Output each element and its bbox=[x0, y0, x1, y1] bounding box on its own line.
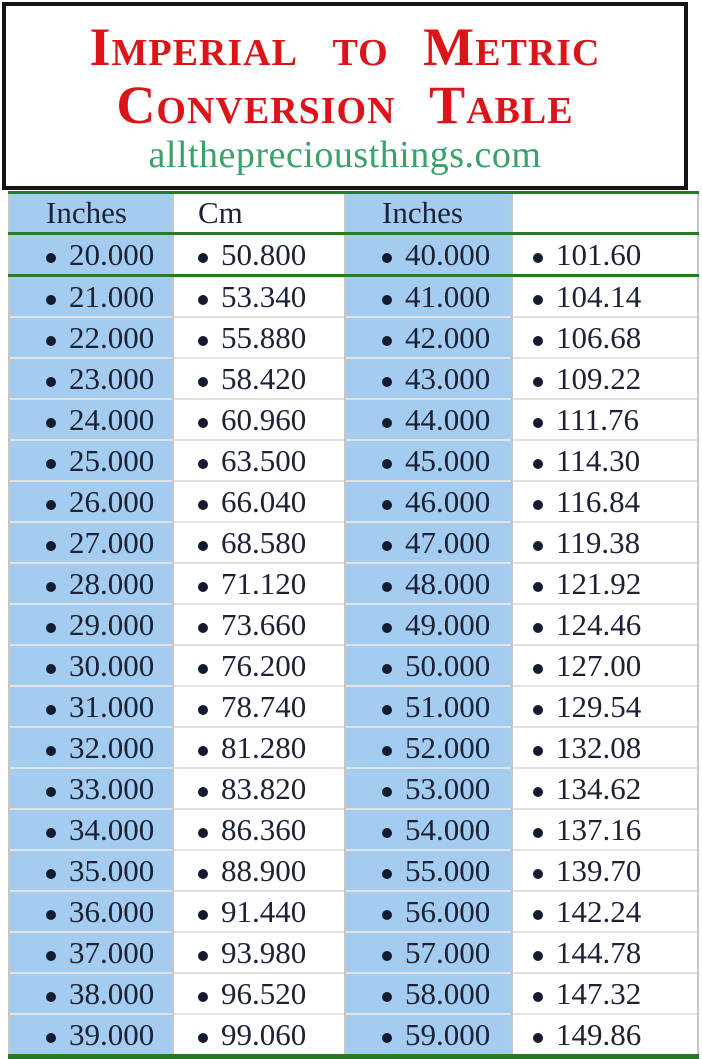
inches-value: 36.000 bbox=[46, 894, 154, 929]
cm-cell bbox=[512, 440, 698, 481]
inches-value: 42.000 bbox=[382, 320, 490, 355]
cm-value: 50.800 bbox=[198, 237, 306, 272]
inches-cell bbox=[9, 891, 173, 932]
cm-cell bbox=[173, 563, 345, 604]
cm-value: 96.520 bbox=[198, 976, 306, 1011]
cm-value: 134.62 bbox=[533, 771, 641, 806]
cm-value: 76.200 bbox=[198, 648, 306, 683]
cm-value: 139.70 bbox=[533, 853, 641, 888]
table-row bbox=[9, 234, 698, 276]
cm-value: 106.68 bbox=[533, 320, 641, 355]
cm-cell bbox=[512, 481, 698, 522]
table-row bbox=[9, 932, 698, 973]
cm-value: 93.980 bbox=[198, 935, 306, 970]
inches-value: 27.000 bbox=[46, 525, 154, 560]
cm-value: 63.500 bbox=[198, 443, 306, 478]
inches-cell bbox=[9, 809, 173, 850]
inches-cell bbox=[345, 234, 512, 276]
cm-cell bbox=[512, 686, 698, 727]
inches-value: 51.000 bbox=[382, 689, 490, 724]
inches-value: 21.000 bbox=[46, 279, 154, 314]
cm-cell bbox=[173, 932, 345, 973]
inches-cell bbox=[345, 973, 512, 1014]
inches-value: 44.000 bbox=[382, 402, 490, 437]
inches-cell bbox=[345, 440, 512, 481]
cm-cell bbox=[173, 604, 345, 645]
table-row bbox=[9, 522, 698, 563]
cm-cell bbox=[173, 522, 345, 563]
table-row bbox=[9, 358, 698, 399]
inches-cell bbox=[9, 645, 173, 686]
table-row bbox=[9, 645, 698, 686]
inches-value: 45.000 bbox=[382, 443, 490, 478]
table-row bbox=[9, 604, 698, 645]
inches-cell bbox=[9, 932, 173, 973]
cm-cell bbox=[173, 440, 345, 481]
inches-cell bbox=[9, 727, 173, 768]
inches-cell bbox=[9, 317, 173, 358]
page-title-line1: Imperial to Metric bbox=[89, 17, 601, 77]
inches-value: 49.000 bbox=[382, 607, 490, 642]
cm-cell bbox=[512, 768, 698, 809]
inches-cell bbox=[9, 234, 173, 276]
cm-cell bbox=[512, 932, 698, 973]
inches-cell bbox=[9, 1014, 173, 1057]
table-row bbox=[9, 440, 698, 481]
table-row bbox=[9, 686, 698, 727]
cm-cell bbox=[512, 973, 698, 1014]
cm-value: 58.420 bbox=[198, 361, 306, 396]
inches-value: 22.000 bbox=[46, 320, 154, 355]
inches-value: 34.000 bbox=[46, 812, 154, 847]
cm-cell bbox=[173, 399, 345, 440]
cm-cell bbox=[512, 234, 698, 276]
cm-value: 81.280 bbox=[198, 730, 306, 765]
cm-cell bbox=[173, 358, 345, 399]
cm-cell bbox=[173, 317, 345, 358]
table-body bbox=[9, 234, 698, 1057]
inches-cell bbox=[9, 973, 173, 1014]
cm-cell bbox=[512, 809, 698, 850]
inches-value: 41.000 bbox=[382, 279, 490, 314]
cm-cell bbox=[512, 317, 698, 358]
table-row bbox=[9, 891, 698, 932]
inches-value: 24.000 bbox=[46, 402, 154, 437]
inches-value: 20.000 bbox=[46, 237, 154, 272]
cm-cell bbox=[173, 645, 345, 686]
cm-cell bbox=[512, 276, 698, 318]
inches-value: 29.000 bbox=[46, 607, 154, 642]
cm-cell bbox=[512, 727, 698, 768]
page-title-line2: Conversion Table bbox=[116, 75, 574, 135]
inches-value: 31.000 bbox=[46, 689, 154, 724]
inches-cell bbox=[9, 440, 173, 481]
inches-cell bbox=[345, 399, 512, 440]
cm-value: 78.740 bbox=[198, 689, 306, 724]
inches-cell bbox=[345, 645, 512, 686]
inches-cell bbox=[9, 276, 173, 318]
inches-value: 47.000 bbox=[382, 525, 490, 560]
inches-value: 58.000 bbox=[382, 976, 490, 1011]
cm-cell bbox=[173, 686, 345, 727]
inches-value: 48.000 bbox=[382, 566, 490, 601]
inches-value: 53.000 bbox=[382, 771, 490, 806]
table-row bbox=[9, 727, 698, 768]
cm-cell bbox=[512, 604, 698, 645]
inches-cell bbox=[345, 891, 512, 932]
header-row bbox=[9, 193, 698, 234]
cm-cell bbox=[512, 563, 698, 604]
cm-value: 53.340 bbox=[198, 279, 306, 314]
inches-value: 56.000 bbox=[382, 894, 490, 929]
inches-cell bbox=[9, 522, 173, 563]
cm-cell bbox=[512, 891, 698, 932]
table-row bbox=[9, 317, 698, 358]
column-header-inches-2: Inches bbox=[345, 193, 512, 234]
cm-cell bbox=[512, 522, 698, 563]
table-row bbox=[9, 481, 698, 522]
table-row bbox=[9, 973, 698, 1014]
inches-value: 30.000 bbox=[46, 648, 154, 683]
inches-value: 39.000 bbox=[46, 1017, 154, 1052]
inches-value: 38.000 bbox=[46, 976, 154, 1011]
inches-value: 52.000 bbox=[382, 730, 490, 765]
header-box bbox=[2, 2, 688, 190]
cm-value: 71.120 bbox=[198, 566, 306, 601]
inches-cell bbox=[345, 604, 512, 645]
cm-value: 119.38 bbox=[533, 525, 640, 560]
table-header bbox=[9, 193, 698, 234]
cm-value: 55.880 bbox=[198, 320, 306, 355]
inches-cell bbox=[9, 768, 173, 809]
cm-value: 91.440 bbox=[198, 894, 306, 929]
inches-cell bbox=[345, 481, 512, 522]
inches-cell bbox=[9, 358, 173, 399]
inches-cell bbox=[345, 1014, 512, 1057]
inches-value: 50.000 bbox=[382, 648, 490, 683]
inches-value: 59.000 bbox=[382, 1017, 490, 1052]
cm-value: 99.060 bbox=[198, 1017, 306, 1052]
cm-value: 73.660 bbox=[198, 607, 306, 642]
cm-cell bbox=[173, 276, 345, 318]
inches-value: 40.000 bbox=[382, 237, 490, 272]
cm-value: 129.54 bbox=[533, 689, 641, 724]
inches-value: 25.000 bbox=[46, 443, 154, 478]
table-row bbox=[9, 1014, 698, 1057]
cm-value: 109.22 bbox=[533, 361, 641, 396]
inches-cell bbox=[9, 399, 173, 440]
inches-value: 54.000 bbox=[382, 812, 490, 847]
cm-value: 149.86 bbox=[533, 1017, 641, 1052]
cm-value: 60.960 bbox=[198, 402, 306, 437]
inches-cell bbox=[345, 727, 512, 768]
inches-cell bbox=[345, 563, 512, 604]
cm-value: 121.92 bbox=[533, 566, 641, 601]
inches-value: 26.000 bbox=[46, 484, 154, 519]
inches-cell bbox=[345, 317, 512, 358]
cm-cell bbox=[512, 850, 698, 891]
cm-cell bbox=[173, 727, 345, 768]
cm-value: 104.14 bbox=[533, 279, 641, 314]
cm-value: 147.32 bbox=[533, 976, 641, 1011]
table-row bbox=[9, 399, 698, 440]
cm-cell bbox=[512, 1014, 698, 1057]
inches-cell bbox=[345, 358, 512, 399]
cm-cell bbox=[173, 891, 345, 932]
website-text: allthepreciousthings.com bbox=[148, 134, 542, 176]
inches-value: 23.000 bbox=[46, 361, 154, 396]
cm-value: 142.24 bbox=[533, 894, 641, 929]
cm-value: 124.46 bbox=[533, 607, 641, 642]
cm-value: 137.16 bbox=[533, 812, 641, 847]
conversion-table bbox=[8, 191, 699, 1059]
inches-value: 32.000 bbox=[46, 730, 154, 765]
cm-value: 88.900 bbox=[198, 853, 306, 888]
cm-value: 111.76 bbox=[533, 402, 639, 437]
table-row bbox=[9, 563, 698, 604]
cm-value: 127.00 bbox=[533, 648, 641, 683]
cm-cell bbox=[173, 1014, 345, 1057]
cm-cell bbox=[512, 645, 698, 686]
inches-cell bbox=[9, 850, 173, 891]
cm-value: 86.360 bbox=[198, 812, 306, 847]
inches-value: 33.000 bbox=[46, 771, 154, 806]
cm-cell bbox=[512, 358, 698, 399]
column-header-cm-2 bbox=[512, 193, 698, 234]
inches-cell bbox=[9, 604, 173, 645]
inches-value: 55.000 bbox=[382, 853, 490, 888]
inches-cell bbox=[345, 850, 512, 891]
inches-value: 28.000 bbox=[46, 566, 154, 601]
cm-value: 66.040 bbox=[198, 484, 306, 519]
column-header-inches-1: Inches bbox=[9, 193, 173, 234]
cm-cell bbox=[173, 768, 345, 809]
table-row bbox=[9, 809, 698, 850]
inches-value: 46.000 bbox=[382, 484, 490, 519]
inches-cell bbox=[345, 686, 512, 727]
cm-value: 114.30 bbox=[533, 443, 640, 478]
column-header-cm-1: Cm bbox=[173, 193, 345, 234]
cm-cell bbox=[173, 809, 345, 850]
table-row bbox=[9, 850, 698, 891]
table-row bbox=[9, 768, 698, 809]
inches-cell bbox=[345, 522, 512, 563]
inches-value: 57.000 bbox=[382, 935, 490, 970]
cm-cell bbox=[512, 399, 698, 440]
inches-cell bbox=[9, 563, 173, 604]
cm-cell bbox=[173, 850, 345, 891]
cm-cell bbox=[173, 481, 345, 522]
inches-cell bbox=[345, 932, 512, 973]
cm-cell bbox=[173, 973, 345, 1014]
cm-value: 68.580 bbox=[198, 525, 306, 560]
inches-cell bbox=[345, 768, 512, 809]
inches-cell bbox=[345, 809, 512, 850]
cm-value: 101.60 bbox=[533, 237, 641, 272]
cm-value: 83.820 bbox=[198, 771, 306, 806]
cm-value: 144.78 bbox=[533, 935, 641, 970]
inches-cell bbox=[9, 686, 173, 727]
cm-value: 116.84 bbox=[533, 484, 640, 519]
inches-cell bbox=[345, 276, 512, 318]
inches-cell bbox=[9, 481, 173, 522]
cm-value: 132.08 bbox=[533, 730, 641, 765]
table-row bbox=[9, 276, 698, 318]
cm-cell bbox=[173, 234, 345, 276]
inches-value: 35.000 bbox=[46, 853, 154, 888]
inches-value: 37.000 bbox=[46, 935, 154, 970]
inches-value: 43.000 bbox=[382, 361, 490, 396]
